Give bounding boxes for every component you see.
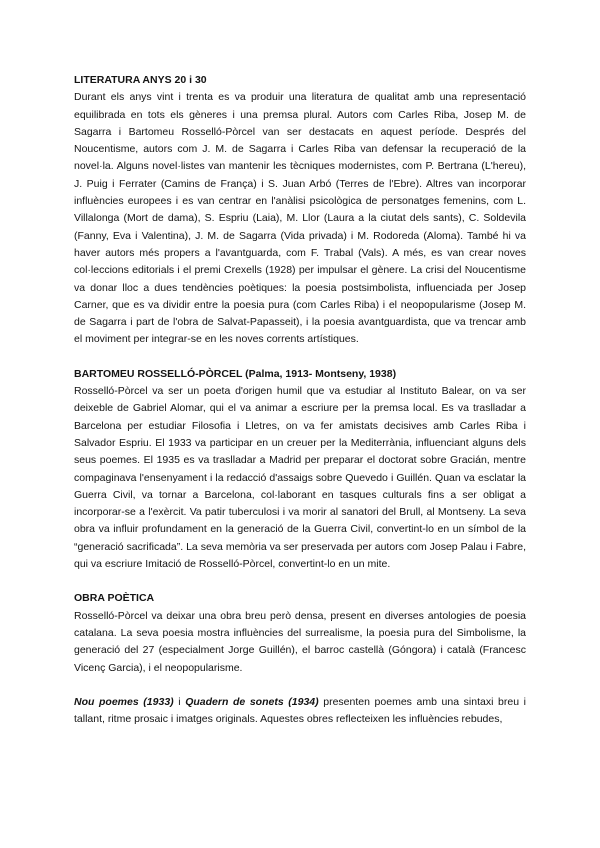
paragraph-rossello: Rosselló-Pòrcel va ser un poeta d'origen humil que va estudiar al Instituto Balear, on va ser deixeble de Gabriel Alomar, qui el va animar a escriure per la premsa local. Es va traslladar a Barcelona per estudiar Filosofia i Lletres, on va fer amistats decisives amb Carles Riba i Salvador Espriu. El 1933 va participar en un creuer per la Mediterrània, influenciant alguns dels seus poemes. El 1935 es va traslladar a Madrid per preparar el doctorat sobre Gracián, mentre compaginava l'ensenyament i la redacció d'assaigs sobre Quevedo i Guillén. Quan va esclatar la Guerra Civil, va tornar a Barcelona, col·laborant en tasques culturals fins a ser obligat a incorporar-se a l'exèrcit. Va patir tuberculosi i va morir al sanatori del Brull, al Montseny. La seva obra va influir profundament en la generació de la Guerra Civil, convertint-lo en un símbol de la “generació sacrificada”. La seva memòria va ser preservada per autors com Josep Palau i Fabre, qui va escriure Imitació de Rosselló-Pòrcel, convertint-lo en un mite. <box>74 385 526 571</box>
section-heading-obra: OBRA POÈTICA <box>74 592 155 605</box>
section-heading-rossello: BARTOMEU ROSSELLÓ-PÒRCEL (Palma, 1913- Montseny, 1938) <box>74 367 397 380</box>
paragraph-literatura: Durant els anys vint i trenta es va produir una literatura de qualitat amb una representació equilibrada en tots els gèneres i una premsa plural. Autors com Carles Riba, Josep M. de Sagarra i Bartomeu Rosselló-Pòrcel van ser destacats en aquest període. Després del Noucentisme, autors com J. M. de Sagarra i Carles Riba van defensar la recuperació de la novel·la. Alguns novel·listes van mantenir les tècniques modernistes, com P. Bertrana (L'hereu), J. Puig i Ferrater (Camins de França) i S. Juan Arbó (Terres de l'Ebre). Altres van incorporar influències europees i es van centrar en l'anàlisi psicològica de personatges femenins, com L. Villalonga (Mort de dama), S. Espriu (Laia), M. Llor (Laura a la ciutat dels sants), C. Soldevila (Fanny, Eva i Valentina), J. M. de Sagarra (Vida privada) i M. Rodoreda (Aloma). També hi va haver autors més propers a l'avantguarda, com F. Trabal (Vals). A més, es van crear noves col·leccions editorials i el premi Crexells (1928) per impulsar el gènere. La crisi del Noucentisme va donar lloc a dues tendències poètiques: la poesia postsimbolista, influenciada per Josep Carner, que es va dividir entre la poesia pura (com Carles Riba) i el neopopularisme (Josep M. de Sagarra i part de l'obra de Salvat-Papasseit), i la poesia avantguardista, que va trencar amb el moviment per integrar-se en les noves corrents artístiques. <box>74 91 526 346</box>
work-title-nou-poemes: Nou poemes (1933) <box>74 695 174 708</box>
work-title-quadern-sonets: Quadern de sonets (1934) <box>185 695 319 708</box>
paragraph-works-text: presenten poemes amb una sintaxi breu i tallant, ritme prosaic i imatges originals. Aquestes obres reflecteixen les influències rebudes, <box>74 695 526 726</box>
spacer <box>74 677 526 694</box>
spacer <box>74 349 526 366</box>
paragraph-works <box>74 694 526 729</box>
section-heading-literatura: LITERATURA ANYS 20 i 30 <box>74 74 207 86</box>
document-page <box>74 72 526 728</box>
conjunction: i <box>173 695 186 708</box>
spacer <box>74 573 526 590</box>
paragraph-obra: Rosselló-Pòrcel va deixar una obra breu però densa, present en diverses antologies de poesia catalana. La seva poesia mostra influències del surrealisme, la poesia pura del Simbolisme, la generació del 27 (especialment Jorge Guillén), el barroc castellà (Góngora) i català (Francesc Vicenç Garcia), i el neopopularisme. <box>74 609 526 674</box>
